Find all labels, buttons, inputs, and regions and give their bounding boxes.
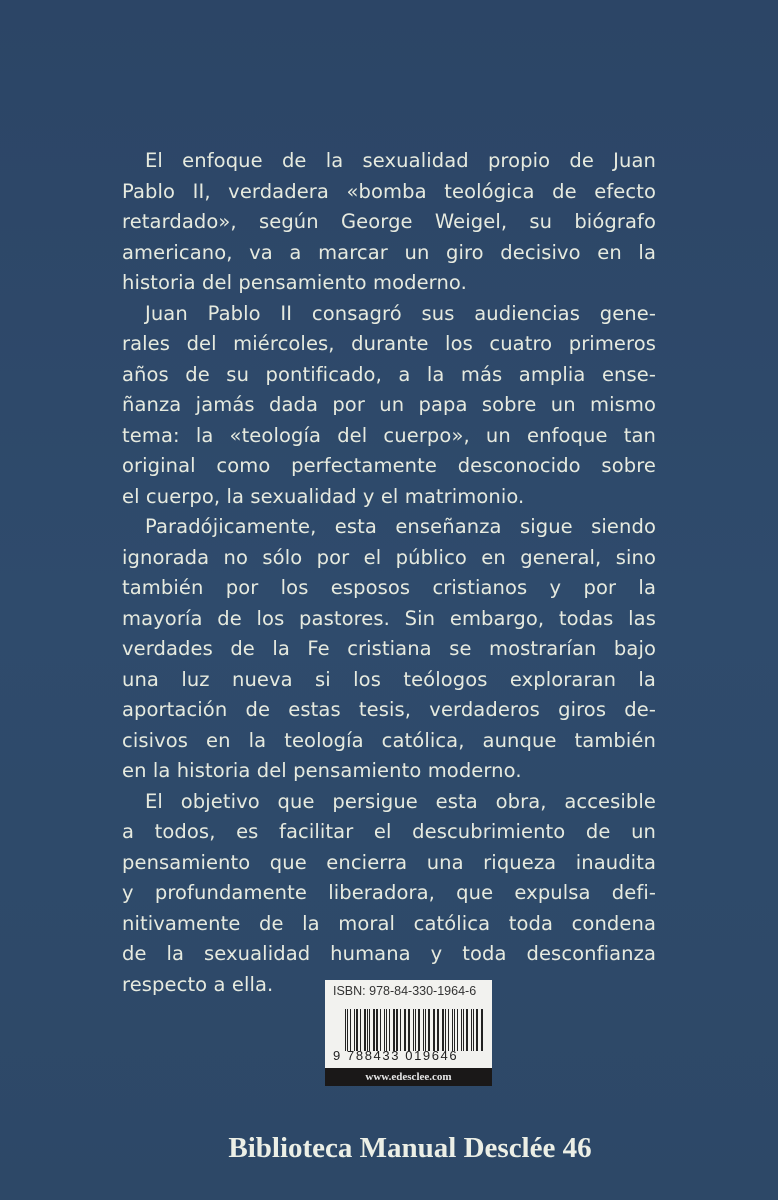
paragraph-line: a todos, es facilitar el descubrimiento de un (122, 820, 656, 843)
paragraph-line: años de su pontificado, a la más amplia ense- (122, 362, 656, 386)
barcode-bar (413, 1009, 415, 1051)
paragraph-line: El objetivo que persigue esta obra, accesible (145, 789, 656, 813)
barcode-bar (405, 1009, 406, 1051)
paragraph-line: cisivos en la teología católica, aunque también (122, 728, 656, 752)
barcode-bar (471, 1009, 472, 1051)
paragraph-line: y profundamente liberadora, que expulsa defi- (122, 881, 656, 904)
paragraph-line: ignorada no sólo por el público en general, sino (122, 545, 656, 569)
paragraph-line: el cuerpo, la sexualidad y el matrimonio. (122, 484, 525, 508)
barcode-bar (380, 1009, 381, 1051)
paragraph-line: también por los esposos cristianos y por la (122, 576, 656, 599)
barcode-bar (386, 1009, 388, 1051)
barcode-bar (481, 1009, 482, 1051)
paragraph-line: El enfoque de la sexualidad propio de Juan (145, 149, 656, 172)
paragraph-line: rales del miércoles, durante los cuatro primeros (122, 332, 656, 355)
series-title: Biblioteca Manual Desclée 46 (228, 1132, 592, 1164)
barcode-bar (425, 1009, 426, 1051)
barcode-bar (433, 1009, 434, 1051)
paragraph-line: Pablo II, verdadera «bomba teológica de efecto (122, 179, 656, 203)
barcode-bar (345, 1009, 346, 1051)
barcode-bar (396, 1009, 398, 1051)
paragraph-line: respecto a ella. (122, 972, 274, 996)
barcode-bar (347, 1009, 349, 1051)
paragraph-line: en la historia del pensamiento moderno. (122, 759, 522, 782)
paragraph-line: tema: la «teología del cuerpo», un enfoque tan (122, 423, 656, 447)
barcode-bar (434, 1009, 435, 1051)
back-cover-blurb (122, 146, 656, 1000)
barcode-bar (356, 1009, 358, 1051)
barcode-bar (384, 1009, 385, 1051)
barcode-bar (482, 1009, 483, 1051)
barcode-bar (369, 1009, 370, 1051)
barcode-bar (350, 1009, 351, 1051)
paragraph-line: de la sexualidad humana y toda desconfianza (122, 942, 656, 965)
barcode-bar (376, 1009, 378, 1051)
barcode-bar (442, 1009, 444, 1051)
barcode-bar (360, 1009, 361, 1051)
barcode-bar (389, 1009, 390, 1051)
paragraph-line: verdades de la Fe cristiana se mostrarían bajo (122, 637, 656, 660)
barcode-bar (354, 1009, 355, 1051)
barcode-bar (452, 1009, 453, 1051)
barcode-bar (454, 1009, 455, 1051)
paragraph-line: original como perfectamente desconocido sobre (122, 454, 656, 477)
barcode-bar (364, 1009, 366, 1051)
barcode-bars (345, 1009, 485, 1051)
barcode-bar (445, 1009, 446, 1051)
paragraph-line: pensamiento que encierra una riqueza inaudita (122, 850, 656, 874)
barcode-bar (408, 1009, 410, 1051)
barcode-bar (476, 1009, 478, 1051)
paragraph-line: historia del pensamiento moderno. (122, 271, 467, 294)
paragraph-line: nitivamente de la moral católica toda condena (122, 911, 656, 935)
paragraph-line: retardado», según George Weigel, su biógrafo (122, 210, 656, 233)
paragraph-line: Juan Pablo II consagró sus audiencias gene- (145, 301, 656, 325)
barcode-bar (367, 1009, 368, 1051)
paragraph-line: americano, va a marcar un giro decisivo en la (122, 240, 656, 264)
paragraph-line: Paradójicamente, esta enseñanza sigue siendo (145, 515, 656, 538)
barcode-bar (415, 1009, 416, 1051)
barcode-bar (428, 1009, 430, 1051)
barcode-bar (400, 1009, 401, 1051)
barcode-bar (423, 1009, 424, 1051)
barcode-bar (466, 1009, 468, 1051)
barcode-bar (473, 1009, 474, 1051)
isbn-barcode-label (325, 980, 492, 1086)
barcode-bar (437, 1009, 439, 1051)
paragraph-line: aportación de estas tesis, verdaderos giros de- (122, 698, 656, 721)
paragraph-line: una luz nueva si los teólogos exploraran la (122, 667, 656, 691)
barcode-bar (461, 1009, 463, 1051)
paragraph-line: ñanza jamás dada por un papa sobre un mismo (122, 393, 656, 416)
publisher-website: www.edesclee.com (325, 1068, 492, 1086)
paragraph-line: mayoría de los pastores. Sin embargo, todas las (122, 606, 656, 630)
barcode-digits: 9 788433 019646 (333, 1048, 459, 1063)
barcode-bar (404, 1009, 405, 1051)
barcode-bar (418, 1009, 420, 1051)
barcode-bar (393, 1009, 395, 1051)
barcode-bar (457, 1009, 458, 1051)
barcode-bar (463, 1009, 464, 1051)
barcode-bar (373, 1009, 375, 1051)
barcode-bar (448, 1009, 450, 1051)
isbn-text: ISBN: 978-84-330-1964-6 (333, 984, 477, 998)
